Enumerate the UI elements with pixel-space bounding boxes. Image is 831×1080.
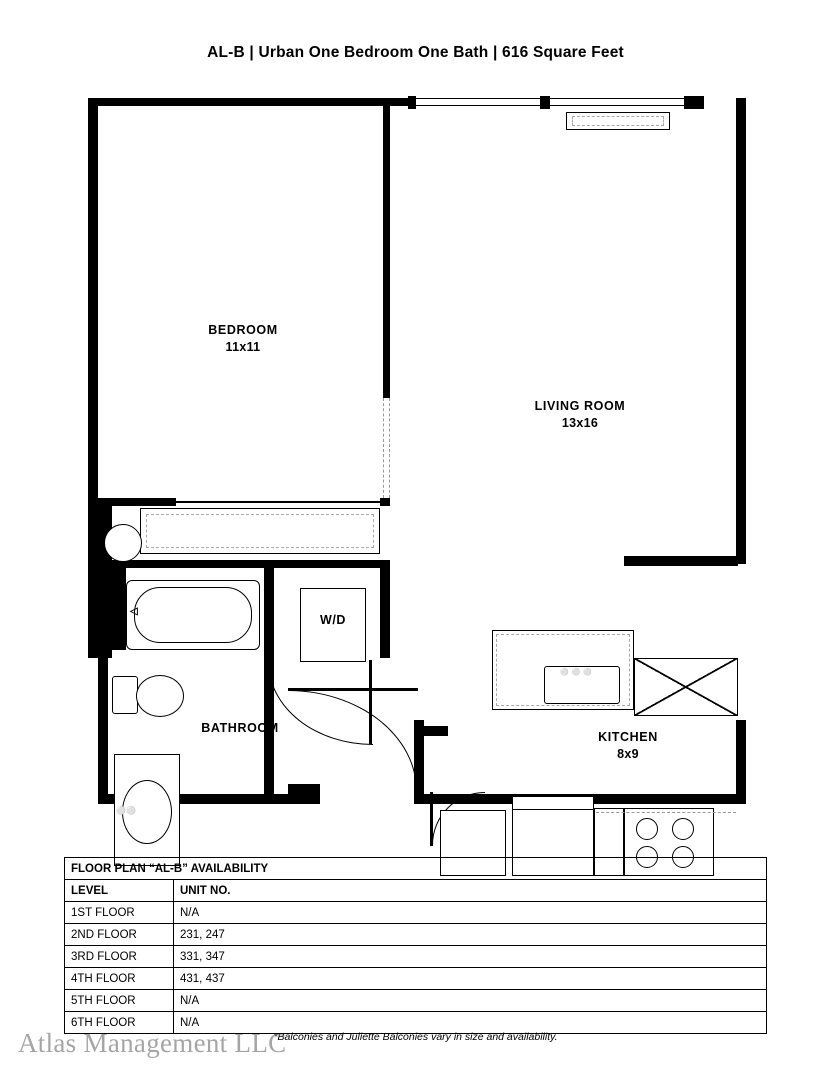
bathroom-name: BATHROOM <box>201 721 279 735</box>
wall-left-upper <box>88 98 98 506</box>
table-row <box>65 902 767 924</box>
living-room-label <box>490 398 670 432</box>
closet-rod <box>146 514 374 548</box>
laundry-name: W/D <box>319 613 347 627</box>
wall-kitchen-upper <box>624 556 738 566</box>
row-units: 431, 437 <box>174 968 767 990</box>
kitchen-dimensions: 8x9 <box>617 747 639 761</box>
row-level: 5TH FLOOR <box>65 990 174 1012</box>
table-row <box>65 990 767 1012</box>
floor-plan-diagram <box>0 90 831 820</box>
kitchen-caption <box>538 729 718 763</box>
bedroom-dimensions: 11x11 <box>225 340 261 354</box>
table-row <box>65 946 767 968</box>
range-burner-1 <box>636 818 658 840</box>
table-row <box>65 924 767 946</box>
footnote: *Balconies and Juliette Balconies vary in size and availability. <box>273 1031 558 1043</box>
range-burner-2 <box>672 818 694 840</box>
column-header-level: LEVEL <box>65 880 174 902</box>
bedroom-label <box>158 322 328 356</box>
living-room-dimensions: 13x16 <box>561 416 599 430</box>
row-level: 1ST FLOOR <box>65 902 174 924</box>
table-title: FLOOR PLAN “AL-B” AVAILABILITY <box>65 858 767 880</box>
door-leaf-bathroom <box>288 688 418 691</box>
window-mullion-left <box>408 96 416 109</box>
wall-bedroom-right <box>383 106 390 398</box>
column-header-unit: UNIT NO. <box>174 880 767 902</box>
window-mullion-mid <box>540 96 550 109</box>
closet-line-top <box>176 501 272 503</box>
row-level: 3RD FLOOR <box>65 946 174 968</box>
row-units: 231, 247 <box>174 924 767 946</box>
page-title: AL-B | Urban One Bedroom One Bath | 616 Square Feet <box>207 44 624 61</box>
laundry-label <box>300 612 366 629</box>
bathtub-inner <box>134 587 252 643</box>
wall-bath-bottom-right <box>264 746 274 804</box>
wall-hall-top-left <box>98 498 176 506</box>
closet-line-top-2 <box>272 501 380 503</box>
wall-bottom-kitchen-step <box>424 726 448 736</box>
watermark: Atlas Management LLC <box>18 1028 287 1058</box>
wall-top-left <box>88 98 408 106</box>
bathroom-label <box>150 720 330 737</box>
row-units: N/A <box>174 902 767 924</box>
wall-hall-bottom <box>112 560 390 568</box>
living-room-name: LIVING ROOM <box>534 399 626 413</box>
wall-wd-right <box>380 568 390 658</box>
wall-left-lower <box>98 650 108 802</box>
faucet-icon: ⚪⚪ <box>116 806 136 815</box>
wall-hall-top-right <box>380 498 390 506</box>
table-header-row <box>65 880 767 902</box>
wall-bottom-corridor <box>414 720 424 804</box>
kitchen-name: KITCHEN <box>598 730 658 744</box>
wall-right-upper <box>736 98 746 564</box>
bathtub-drain-icon: ◁ <box>130 606 138 617</box>
window-top-living <box>408 98 704 106</box>
bedroom-name: BEDROOM <box>208 323 278 337</box>
refrigerator-x-icon <box>634 658 738 716</box>
door-opening-bedroom <box>383 398 390 498</box>
door-swing-bathroom <box>288 690 417 791</box>
row-level: 2ND FLOOR <box>65 924 174 946</box>
table-title-row <box>65 858 767 880</box>
toilet-tank <box>112 676 138 714</box>
sink-faucet-icon: ⚪⚪⚪ <box>560 669 596 676</box>
kitchen-counter-mid <box>512 796 594 810</box>
table-row <box>65 968 767 990</box>
kitchen-counter-dash <box>596 812 736 814</box>
door-leaf-entry <box>430 792 433 846</box>
row-units: 331, 347 <box>174 946 767 968</box>
row-units: N/A <box>174 990 767 1012</box>
toilet-bowl <box>136 675 184 717</box>
window-mullion-right <box>684 96 704 109</box>
window-grille-inner <box>572 116 664 126</box>
availability-table <box>64 857 767 1034</box>
row-units: N/A <box>174 1012 767 1034</box>
row-level: 4TH FLOOR <box>65 968 174 990</box>
row-level: 6TH FLOOR <box>65 1012 174 1034</box>
entry-round-fixture <box>104 524 142 562</box>
wall-right-lower <box>736 720 746 802</box>
wall-bath-tub-left <box>112 568 126 650</box>
